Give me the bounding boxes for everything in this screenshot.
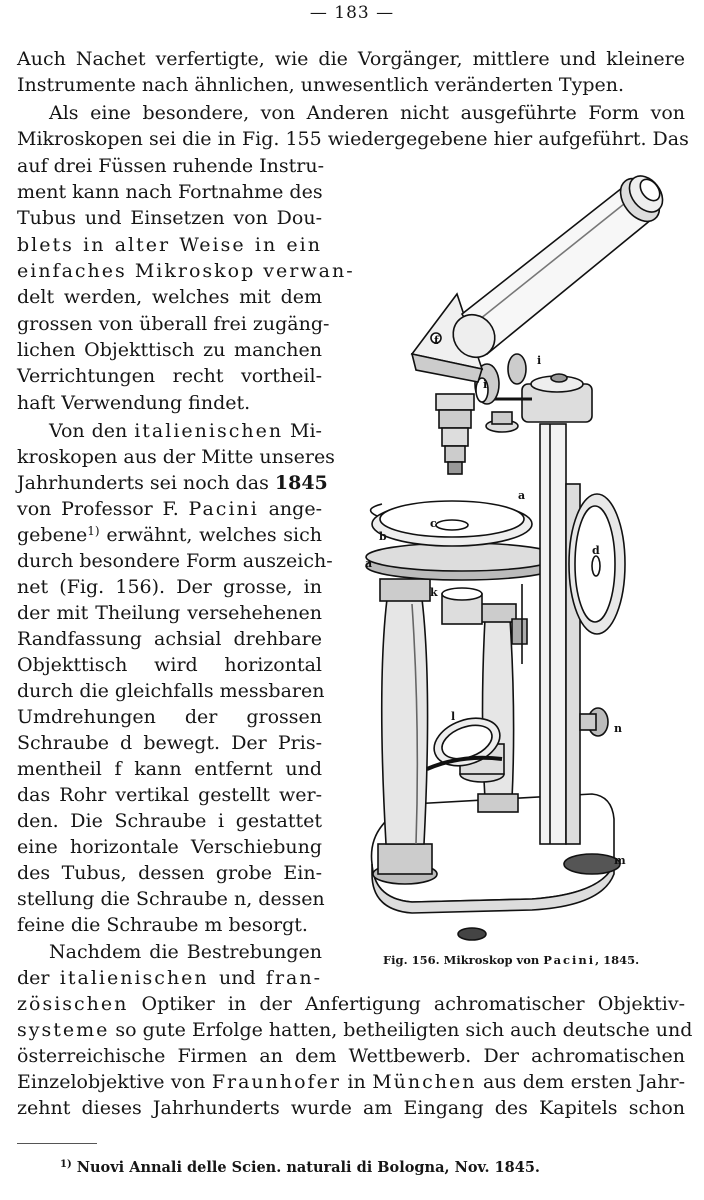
page-number: — 183 — — [309, 3, 395, 23]
text-line: Einzelobjektive von Fraunhofer in München aus dem ersten Jahr- — [17, 1071, 685, 1093]
figure-label-l: l — [451, 710, 456, 723]
footnote-marker: 1) — [60, 1159, 72, 1170]
emphasis: fran- — [265, 967, 323, 989]
text-line: Objekttisch wird horizontal — [17, 654, 322, 676]
text-line: zösischen Optiker in der Anfertigung achromatischer Objektiv- — [17, 993, 685, 1015]
text-line: das Rohr vertikal gestellt wer- — [17, 784, 322, 806]
text-line: Randfassung achsial drehbare — [17, 628, 322, 650]
footnote-separator — [17, 1143, 97, 1144]
text-line: systeme so gute Erfolge hatten, betheiligten sich auch deutsche und — [17, 1019, 693, 1041]
text-line: zehnt dieses Jahrhunderts wurde am Eingang des Kapitels schon — [17, 1097, 685, 1119]
text-line: feine die Schraube m besorgt. — [17, 914, 308, 936]
microscope-illustration — [352, 164, 688, 954]
emphasis-year: 1845 — [274, 472, 328, 494]
text-line: mentheil f kann entfernt und — [17, 758, 322, 780]
emphasis: systeme — [17, 1019, 110, 1041]
text-line: Mikroskopen sei die in Fig. 155 wiedergegebene hier aufgeführt. Das — [17, 128, 689, 150]
text-line: österreichische Firmen an dem Wettbewerb. Der achromatischen — [17, 1045, 685, 1067]
text-line: den. Die Schraube i gestattet — [17, 810, 322, 832]
text-line: Schraube d bewegt. Der Pris- — [17, 732, 322, 754]
text-line: eine horizontale Verschiebung — [17, 836, 322, 858]
emphasis: zösischen — [17, 993, 129, 1015]
figure-label-a: a — [365, 557, 373, 570]
text-line: der mit Theilung versehehenen — [17, 602, 322, 624]
figure-label-d: d — [592, 544, 600, 557]
text-line: einfaches Mikroskop verwan- — [17, 260, 355, 282]
figure-caption: Fig. 156. Mikroskop von Pacini, 1845. — [383, 953, 640, 967]
text-line: durch die gleichfalls messbaren — [17, 680, 325, 702]
figure-label-f: f — [434, 334, 439, 347]
emphasis-name: Fraunhofer — [211, 1071, 341, 1093]
footnote: $^{1)}$ Nuovi Annali delle Scien. naturali di Bologna, Nov. 1845. — [60, 1159, 540, 1176]
text-line: gebene$^{1)}$ erwähnt, welches sich — [17, 524, 322, 546]
text-line: von Professor F. Pacini ange- — [17, 498, 322, 520]
figure-label-i: i — [483, 378, 488, 391]
text-line: blets in alter Weise in ein — [17, 234, 322, 256]
text-line: des Tubus, dessen grobe Ein- — [17, 862, 322, 884]
figure-label-b: b — [379, 530, 387, 543]
text-line: Tubus und Einsetzen von Dou- — [17, 207, 322, 229]
emphasis-name: Pacini — [188, 498, 259, 520]
text-line: delt werden, welches mit dem — [17, 286, 322, 308]
text-line: kroskopen aus der Mitte unseres — [17, 446, 335, 468]
microscope-figure — [352, 164, 688, 954]
footnote-reference[interactable]: 1) — [87, 524, 100, 538]
figure-label-c: c — [430, 517, 437, 530]
text-line: Jahrhunderts sei noch das 1845 — [17, 472, 328, 494]
text-line: Nachdem die Bestrebungen — [49, 941, 322, 963]
emphasis: italienischen — [134, 420, 284, 442]
text-line: haft Verwendung findet. — [17, 392, 251, 414]
text-line: lichen Objekttisch zu manchen — [17, 339, 322, 361]
figure-label-a: a — [518, 489, 526, 502]
figure-label-m: m — [614, 854, 626, 867]
text-line: grossen von überall frei zugäng- — [17, 313, 330, 335]
text-line: Umdrehungen der grossen — [17, 706, 322, 728]
figure-label-n: n — [614, 722, 622, 735]
text-line: Als eine besondere, von Anderen nicht ausgeführte Form von — [49, 102, 685, 124]
emphasis: italienischen — [59, 967, 209, 989]
text-line: stellung die Schraube n, dessen — [17, 888, 325, 910]
text-line: der italienischen und fran- — [17, 967, 323, 989]
text-line: Instrumente nach ähnlichen, unwesentlich veränderten Typen. — [17, 74, 625, 96]
text-line: Von den italienischen Mi- — [49, 420, 322, 442]
text-line: auf drei Füssen ruhende Instru- — [17, 155, 325, 177]
text-line: ment kann nach Fortnahme des — [17, 181, 323, 203]
text-line: durch besondere Form auszeich- — [17, 550, 333, 572]
text-line: Verrichtungen recht vortheil- — [17, 365, 322, 387]
text-line: Auch Nachet verfertigte, wie die Vorgänger, mittlere und kleinere — [17, 48, 685, 70]
figure-label-k: k — [430, 586, 438, 599]
emphasis-place: München — [372, 1071, 477, 1093]
figure-label-i: i — [537, 354, 542, 367]
text-line: net (Fig. 156). Der grosse, in — [17, 576, 322, 598]
